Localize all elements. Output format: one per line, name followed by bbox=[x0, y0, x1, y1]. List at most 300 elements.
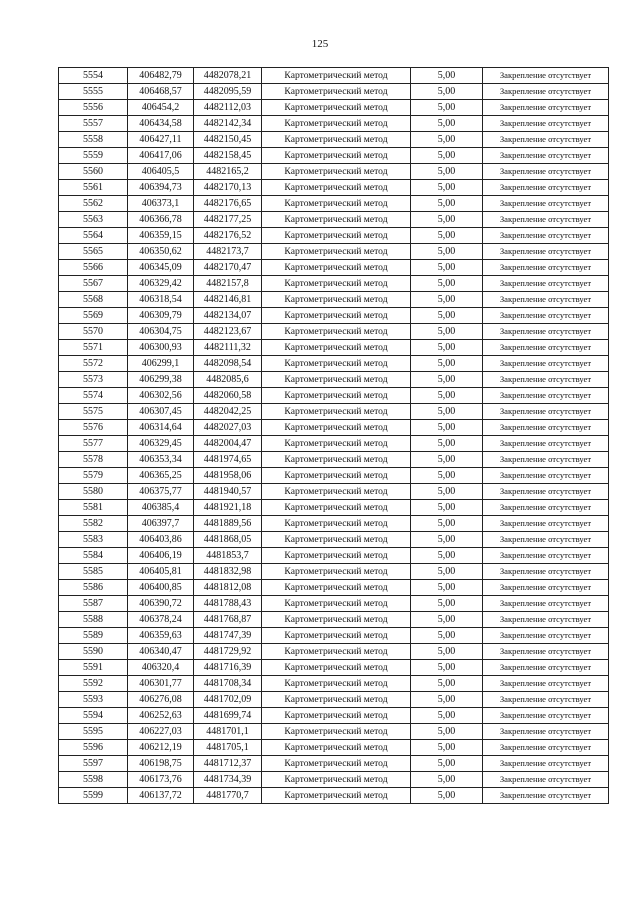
table-row bbox=[59, 404, 609, 420]
fixation-cell: Закрепление отсутствует bbox=[483, 180, 609, 196]
point-number-cell: 5596 bbox=[59, 740, 128, 756]
point-number-cell: 5587 bbox=[59, 596, 128, 612]
precision-cell: 5,00 bbox=[411, 308, 483, 324]
y-coordinate-cell: 4481889,56 bbox=[194, 516, 262, 532]
x-coordinate-cell: 406403,86 bbox=[128, 532, 194, 548]
table-row bbox=[59, 468, 609, 484]
point-number-cell: 5564 bbox=[59, 228, 128, 244]
precision-cell: 5,00 bbox=[411, 260, 483, 276]
precision-cell: 5,00 bbox=[411, 116, 483, 132]
table-row bbox=[59, 116, 609, 132]
method-cell: Картометрический метод bbox=[262, 180, 411, 196]
table-row bbox=[59, 372, 609, 388]
table-row bbox=[59, 788, 609, 804]
x-coordinate-cell: 406309,79 bbox=[128, 308, 194, 324]
precision-cell: 5,00 bbox=[411, 180, 483, 196]
point-number-cell: 5595 bbox=[59, 724, 128, 740]
method-cell: Картометрический метод bbox=[262, 788, 411, 804]
table-row bbox=[59, 612, 609, 628]
method-cell: Картометрический метод bbox=[262, 116, 411, 132]
fixation-cell: Закрепление отсутствует bbox=[483, 676, 609, 692]
table-row bbox=[59, 180, 609, 196]
table-row bbox=[59, 500, 609, 516]
point-number-cell: 5566 bbox=[59, 260, 128, 276]
y-coordinate-cell: 4481974,65 bbox=[194, 452, 262, 468]
x-coordinate-cell: 406345,09 bbox=[128, 260, 194, 276]
fixation-cell: Закрепление отсутствует bbox=[483, 740, 609, 756]
method-cell: Картометрический метод bbox=[262, 100, 411, 116]
method-cell: Картометрический метод bbox=[262, 228, 411, 244]
precision-cell: 5,00 bbox=[411, 436, 483, 452]
table-row bbox=[59, 164, 609, 180]
method-cell: Картометрический метод bbox=[262, 484, 411, 500]
fixation-cell: Закрепление отсутствует bbox=[483, 116, 609, 132]
fixation-cell: Закрепление отсутствует bbox=[483, 692, 609, 708]
x-coordinate-cell: 406375,77 bbox=[128, 484, 194, 500]
page-number: 125 bbox=[311, 38, 329, 50]
method-cell: Картометрический метод bbox=[262, 148, 411, 164]
y-coordinate-cell: 4482134,07 bbox=[194, 308, 262, 324]
y-coordinate-cell: 4482150,45 bbox=[194, 132, 262, 148]
table-row bbox=[59, 708, 609, 724]
method-cell: Картометрический метод bbox=[262, 260, 411, 276]
table-row bbox=[59, 564, 609, 580]
x-coordinate-cell: 406320,4 bbox=[128, 660, 194, 676]
point-number-cell: 5592 bbox=[59, 676, 128, 692]
table-row bbox=[59, 436, 609, 452]
method-cell: Картометрический метод bbox=[262, 308, 411, 324]
precision-cell: 5,00 bbox=[411, 244, 483, 260]
table-row bbox=[59, 532, 609, 548]
point-number-cell: 5581 bbox=[59, 500, 128, 516]
point-number-cell: 5555 bbox=[59, 84, 128, 100]
y-coordinate-cell: 4482112,03 bbox=[194, 100, 262, 116]
point-number-cell: 5580 bbox=[59, 484, 128, 500]
y-coordinate-cell: 4481770,7 bbox=[194, 788, 262, 804]
method-cell: Картометрический метод bbox=[262, 356, 411, 372]
table-row bbox=[59, 132, 609, 148]
method-cell: Картометрический метод bbox=[262, 660, 411, 676]
fixation-cell: Закрепление отсутствует bbox=[483, 596, 609, 612]
method-cell: Картометрический метод bbox=[262, 580, 411, 596]
point-number-cell: 5599 bbox=[59, 788, 128, 804]
method-cell: Картометрический метод bbox=[262, 324, 411, 340]
point-number-cell: 5573 bbox=[59, 372, 128, 388]
y-coordinate-cell: 4482170,13 bbox=[194, 180, 262, 196]
point-number-cell: 5556 bbox=[59, 100, 128, 116]
y-coordinate-cell: 4481734,39 bbox=[194, 772, 262, 788]
x-coordinate-cell: 406385,4 bbox=[128, 500, 194, 516]
fixation-cell: Закрепление отсутствует bbox=[483, 196, 609, 212]
point-number-cell: 5575 bbox=[59, 404, 128, 420]
y-coordinate-cell: 4482176,65 bbox=[194, 196, 262, 212]
precision-cell: 5,00 bbox=[411, 292, 483, 308]
point-number-cell: 5574 bbox=[59, 388, 128, 404]
precision-cell: 5,00 bbox=[411, 132, 483, 148]
precision-cell: 5,00 bbox=[411, 548, 483, 564]
y-coordinate-cell: 4481768,87 bbox=[194, 612, 262, 628]
y-coordinate-cell: 4481832,98 bbox=[194, 564, 262, 580]
x-coordinate-cell: 406373,1 bbox=[128, 196, 194, 212]
y-coordinate-cell: 4481958,06 bbox=[194, 468, 262, 484]
point-number-cell: 5559 bbox=[59, 148, 128, 164]
x-coordinate-cell: 406227,03 bbox=[128, 724, 194, 740]
fixation-cell: Закрепление отсутствует bbox=[483, 68, 609, 84]
point-number-cell: 5590 bbox=[59, 644, 128, 660]
precision-cell: 5,00 bbox=[411, 388, 483, 404]
y-coordinate-cell: 4481747,39 bbox=[194, 628, 262, 644]
y-coordinate-cell: 4481699,74 bbox=[194, 708, 262, 724]
precision-cell: 5,00 bbox=[411, 628, 483, 644]
fixation-cell: Закрепление отсутствует bbox=[483, 292, 609, 308]
table-row bbox=[59, 692, 609, 708]
precision-cell: 5,00 bbox=[411, 676, 483, 692]
fixation-cell: Закрепление отсутствует bbox=[483, 516, 609, 532]
x-coordinate-cell: 406299,1 bbox=[128, 356, 194, 372]
precision-cell: 5,00 bbox=[411, 484, 483, 500]
fixation-cell: Закрепление отсутствует bbox=[483, 468, 609, 484]
y-coordinate-cell: 4482170,47 bbox=[194, 260, 262, 276]
y-coordinate-cell: 4481853,7 bbox=[194, 548, 262, 564]
table-row bbox=[59, 420, 609, 436]
precision-cell: 5,00 bbox=[411, 164, 483, 180]
table-row bbox=[59, 548, 609, 564]
x-coordinate-cell: 406340,47 bbox=[128, 644, 194, 660]
fixation-cell: Закрепление отсутствует bbox=[483, 436, 609, 452]
y-coordinate-cell: 4482027,03 bbox=[194, 420, 262, 436]
x-coordinate-cell: 406198,75 bbox=[128, 756, 194, 772]
method-cell: Картометрический метод bbox=[262, 564, 411, 580]
fixation-cell: Закрепление отсутствует bbox=[483, 372, 609, 388]
fixation-cell: Закрепление отсутствует bbox=[483, 500, 609, 516]
fixation-cell: Закрепление отсутствует bbox=[483, 84, 609, 100]
precision-cell: 5,00 bbox=[411, 596, 483, 612]
x-coordinate-cell: 406405,81 bbox=[128, 564, 194, 580]
point-number-cell: 5582 bbox=[59, 516, 128, 532]
table-row bbox=[59, 356, 609, 372]
precision-cell: 5,00 bbox=[411, 276, 483, 292]
y-coordinate-cell: 4481921,18 bbox=[194, 500, 262, 516]
x-coordinate-cell: 406359,63 bbox=[128, 628, 194, 644]
point-number-cell: 5578 bbox=[59, 452, 128, 468]
method-cell: Картометрический метод bbox=[262, 772, 411, 788]
fixation-cell: Закрепление отсутствует bbox=[483, 548, 609, 564]
table-row bbox=[59, 484, 609, 500]
precision-cell: 5,00 bbox=[411, 196, 483, 212]
y-coordinate-cell: 4482078,21 bbox=[194, 68, 262, 84]
method-cell: Картометрический метод bbox=[262, 404, 411, 420]
x-coordinate-cell: 406252,63 bbox=[128, 708, 194, 724]
table-row bbox=[59, 596, 609, 612]
point-number-cell: 5585 bbox=[59, 564, 128, 580]
y-coordinate-cell: 4482098,54 bbox=[194, 356, 262, 372]
y-coordinate-cell: 4482004,47 bbox=[194, 436, 262, 452]
precision-cell: 5,00 bbox=[411, 372, 483, 388]
x-coordinate-cell: 406400,85 bbox=[128, 580, 194, 596]
y-coordinate-cell: 4482176,52 bbox=[194, 228, 262, 244]
precision-cell: 5,00 bbox=[411, 84, 483, 100]
table-row bbox=[59, 292, 609, 308]
precision-cell: 5,00 bbox=[411, 324, 483, 340]
y-coordinate-cell: 4481940,57 bbox=[194, 484, 262, 500]
y-coordinate-cell: 4482060,58 bbox=[194, 388, 262, 404]
precision-cell: 5,00 bbox=[411, 532, 483, 548]
x-coordinate-cell: 406468,57 bbox=[128, 84, 194, 100]
table-row bbox=[59, 68, 609, 84]
table-row bbox=[59, 740, 609, 756]
method-cell: Картометрический метод bbox=[262, 676, 411, 692]
point-number-cell: 5576 bbox=[59, 420, 128, 436]
x-coordinate-cell: 406304,75 bbox=[128, 324, 194, 340]
precision-cell: 5,00 bbox=[411, 148, 483, 164]
y-coordinate-cell: 4481712,37 bbox=[194, 756, 262, 772]
fixation-cell: Закрепление отсутствует bbox=[483, 612, 609, 628]
point-number-cell: 5558 bbox=[59, 132, 128, 148]
x-coordinate-cell: 406359,15 bbox=[128, 228, 194, 244]
point-number-cell: 5554 bbox=[59, 68, 128, 84]
method-cell: Картометрический метод bbox=[262, 644, 411, 660]
table-row bbox=[59, 660, 609, 676]
method-cell: Картометрический метод bbox=[262, 692, 411, 708]
fixation-cell: Закрепление отсутствует bbox=[483, 580, 609, 596]
method-cell: Картометрический метод bbox=[262, 340, 411, 356]
fixation-cell: Закрепление отсутствует bbox=[483, 100, 609, 116]
precision-cell: 5,00 bbox=[411, 404, 483, 420]
x-coordinate-cell: 406314,64 bbox=[128, 420, 194, 436]
x-coordinate-cell: 406365,25 bbox=[128, 468, 194, 484]
precision-cell: 5,00 bbox=[411, 356, 483, 372]
x-coordinate-cell: 406366,78 bbox=[128, 212, 194, 228]
point-number-cell: 5563 bbox=[59, 212, 128, 228]
table-row bbox=[59, 84, 609, 100]
x-coordinate-cell: 406427,11 bbox=[128, 132, 194, 148]
table-row bbox=[59, 772, 609, 788]
method-cell: Картометрический метод bbox=[262, 756, 411, 772]
table-body bbox=[59, 68, 609, 804]
point-number-cell: 5570 bbox=[59, 324, 128, 340]
method-cell: Картометрический метод bbox=[262, 724, 411, 740]
y-coordinate-cell: 4481788,43 bbox=[194, 596, 262, 612]
table-row bbox=[59, 724, 609, 740]
fixation-cell: Закрепление отсутствует bbox=[483, 772, 609, 788]
precision-cell: 5,00 bbox=[411, 724, 483, 740]
y-coordinate-cell: 4482095,59 bbox=[194, 84, 262, 100]
method-cell: Картометрический метод bbox=[262, 436, 411, 452]
precision-cell: 5,00 bbox=[411, 612, 483, 628]
point-number-cell: 5589 bbox=[59, 628, 128, 644]
fixation-cell: Закрепление отсутствует bbox=[483, 404, 609, 420]
method-cell: Картометрический метод bbox=[262, 532, 411, 548]
fixation-cell: Закрепление отсутствует bbox=[483, 212, 609, 228]
precision-cell: 5,00 bbox=[411, 692, 483, 708]
fixation-cell: Закрепление отсутствует bbox=[483, 628, 609, 644]
y-coordinate-cell: 4481716,39 bbox=[194, 660, 262, 676]
table-row bbox=[59, 516, 609, 532]
x-coordinate-cell: 406301,77 bbox=[128, 676, 194, 692]
fixation-cell: Закрепление отсутствует bbox=[483, 260, 609, 276]
y-coordinate-cell: 4482157,8 bbox=[194, 276, 262, 292]
point-number-cell: 5588 bbox=[59, 612, 128, 628]
precision-cell: 5,00 bbox=[411, 708, 483, 724]
point-number-cell: 5571 bbox=[59, 340, 128, 356]
precision-cell: 5,00 bbox=[411, 660, 483, 676]
x-coordinate-cell: 406390,72 bbox=[128, 596, 194, 612]
x-coordinate-cell: 406482,79 bbox=[128, 68, 194, 84]
method-cell: Картометрический метод bbox=[262, 628, 411, 644]
y-coordinate-cell: 4481729,92 bbox=[194, 644, 262, 660]
point-number-cell: 5562 bbox=[59, 196, 128, 212]
precision-cell: 5,00 bbox=[411, 516, 483, 532]
table-row bbox=[59, 308, 609, 324]
method-cell: Картометрический метод bbox=[262, 708, 411, 724]
fixation-cell: Закрепление отсутствует bbox=[483, 756, 609, 772]
fixation-cell: Закрепление отсутствует bbox=[483, 244, 609, 260]
coordinates-table bbox=[58, 67, 609, 804]
table-row bbox=[59, 628, 609, 644]
fixation-cell: Закрепление отсутствует bbox=[483, 324, 609, 340]
fixation-cell: Закрепление отсутствует bbox=[483, 644, 609, 660]
x-coordinate-cell: 406329,42 bbox=[128, 276, 194, 292]
method-cell: Картометрический метод bbox=[262, 548, 411, 564]
x-coordinate-cell: 406307,45 bbox=[128, 404, 194, 420]
table-row bbox=[59, 388, 609, 404]
table-row bbox=[59, 196, 609, 212]
y-coordinate-cell: 4482146,81 bbox=[194, 292, 262, 308]
method-cell: Картометрический метод bbox=[262, 372, 411, 388]
x-coordinate-cell: 406300,93 bbox=[128, 340, 194, 356]
fixation-cell: Закрепление отсутствует bbox=[483, 532, 609, 548]
fixation-cell: Закрепление отсутствует bbox=[483, 564, 609, 580]
fixation-cell: Закрепление отсутствует bbox=[483, 148, 609, 164]
point-number-cell: 5557 bbox=[59, 116, 128, 132]
method-cell: Картометрический метод bbox=[262, 244, 411, 260]
fixation-cell: Закрепление отсутствует bbox=[483, 708, 609, 724]
point-number-cell: 5568 bbox=[59, 292, 128, 308]
method-cell: Картометрический метод bbox=[262, 164, 411, 180]
method-cell: Картометрический метод bbox=[262, 388, 411, 404]
point-number-cell: 5594 bbox=[59, 708, 128, 724]
method-cell: Картометрический метод bbox=[262, 212, 411, 228]
table-row bbox=[59, 276, 609, 292]
x-coordinate-cell: 406394,73 bbox=[128, 180, 194, 196]
table-row bbox=[59, 260, 609, 276]
method-cell: Картометрический метод bbox=[262, 420, 411, 436]
x-coordinate-cell: 406406,19 bbox=[128, 548, 194, 564]
x-coordinate-cell: 406318,54 bbox=[128, 292, 194, 308]
point-number-cell: 5586 bbox=[59, 580, 128, 596]
fixation-cell: Закрепление отсутствует bbox=[483, 356, 609, 372]
fixation-cell: Закрепление отсутствует bbox=[483, 340, 609, 356]
table-row bbox=[59, 228, 609, 244]
table-row bbox=[59, 244, 609, 260]
fixation-cell: Закрепление отсутствует bbox=[483, 308, 609, 324]
y-coordinate-cell: 4481702,09 bbox=[194, 692, 262, 708]
table-row bbox=[59, 452, 609, 468]
x-coordinate-cell: 406137,72 bbox=[128, 788, 194, 804]
precision-cell: 5,00 bbox=[411, 740, 483, 756]
point-number-cell: 5597 bbox=[59, 756, 128, 772]
x-coordinate-cell: 406353,34 bbox=[128, 452, 194, 468]
y-coordinate-cell: 4481701,1 bbox=[194, 724, 262, 740]
precision-cell: 5,00 bbox=[411, 644, 483, 660]
method-cell: Картометрический метод bbox=[262, 196, 411, 212]
table-row bbox=[59, 756, 609, 772]
precision-cell: 5,00 bbox=[411, 68, 483, 84]
fixation-cell: Закрепление отсутствует bbox=[483, 660, 609, 676]
x-coordinate-cell: 406173,76 bbox=[128, 772, 194, 788]
method-cell: Картометрический метод bbox=[262, 740, 411, 756]
point-number-cell: 5591 bbox=[59, 660, 128, 676]
method-cell: Картометрический метод bbox=[262, 292, 411, 308]
point-number-cell: 5579 bbox=[59, 468, 128, 484]
precision-cell: 5,00 bbox=[411, 100, 483, 116]
x-coordinate-cell: 406417,06 bbox=[128, 148, 194, 164]
y-coordinate-cell: 4482085,6 bbox=[194, 372, 262, 388]
y-coordinate-cell: 4482165,2 bbox=[194, 164, 262, 180]
x-coordinate-cell: 406378,24 bbox=[128, 612, 194, 628]
y-coordinate-cell: 4482158,45 bbox=[194, 148, 262, 164]
fixation-cell: Закрепление отсутствует bbox=[483, 484, 609, 500]
fixation-cell: Закрепление отсутствует bbox=[483, 388, 609, 404]
y-coordinate-cell: 4482173,7 bbox=[194, 244, 262, 260]
y-coordinate-cell: 4482123,67 bbox=[194, 324, 262, 340]
x-coordinate-cell: 406212,19 bbox=[128, 740, 194, 756]
fixation-cell: Закрепление отсутствует bbox=[483, 276, 609, 292]
point-number-cell: 5598 bbox=[59, 772, 128, 788]
precision-cell: 5,00 bbox=[411, 788, 483, 804]
table-row bbox=[59, 324, 609, 340]
method-cell: Картометрический метод bbox=[262, 68, 411, 84]
fixation-cell: Закрепление отсутствует bbox=[483, 420, 609, 436]
y-coordinate-cell: 4481708,34 bbox=[194, 676, 262, 692]
method-cell: Картометрический метод bbox=[262, 84, 411, 100]
fixation-cell: Закрепление отсутствует bbox=[483, 228, 609, 244]
x-coordinate-cell: 406299,38 bbox=[128, 372, 194, 388]
table-row bbox=[59, 676, 609, 692]
y-coordinate-cell: 4482177,25 bbox=[194, 212, 262, 228]
fixation-cell: Закрепление отсутствует bbox=[483, 164, 609, 180]
fixation-cell: Закрепление отсутствует bbox=[483, 788, 609, 804]
table-row bbox=[59, 212, 609, 228]
y-coordinate-cell: 4482042,25 bbox=[194, 404, 262, 420]
x-coordinate-cell: 406276,08 bbox=[128, 692, 194, 708]
point-number-cell: 5567 bbox=[59, 276, 128, 292]
method-cell: Картометрический метод bbox=[262, 596, 411, 612]
point-number-cell: 5565 bbox=[59, 244, 128, 260]
precision-cell: 5,00 bbox=[411, 500, 483, 516]
precision-cell: 5,00 bbox=[411, 212, 483, 228]
table-row bbox=[59, 340, 609, 356]
x-coordinate-cell: 406329,45 bbox=[128, 436, 194, 452]
table-row bbox=[59, 148, 609, 164]
y-coordinate-cell: 4481868,05 bbox=[194, 532, 262, 548]
point-number-cell: 5577 bbox=[59, 436, 128, 452]
point-number-cell: 5584 bbox=[59, 548, 128, 564]
method-cell: Картометрический метод bbox=[262, 452, 411, 468]
precision-cell: 5,00 bbox=[411, 228, 483, 244]
x-coordinate-cell: 406405,5 bbox=[128, 164, 194, 180]
precision-cell: 5,00 bbox=[411, 468, 483, 484]
precision-cell: 5,00 bbox=[411, 772, 483, 788]
table-row bbox=[59, 580, 609, 596]
point-number-cell: 5560 bbox=[59, 164, 128, 180]
fixation-cell: Закрепление отсутствует bbox=[483, 452, 609, 468]
table-row bbox=[59, 644, 609, 660]
method-cell: Картометрический метод bbox=[262, 612, 411, 628]
precision-cell: 5,00 bbox=[411, 452, 483, 468]
y-coordinate-cell: 4482142,34 bbox=[194, 116, 262, 132]
x-coordinate-cell: 406454,2 bbox=[128, 100, 194, 116]
